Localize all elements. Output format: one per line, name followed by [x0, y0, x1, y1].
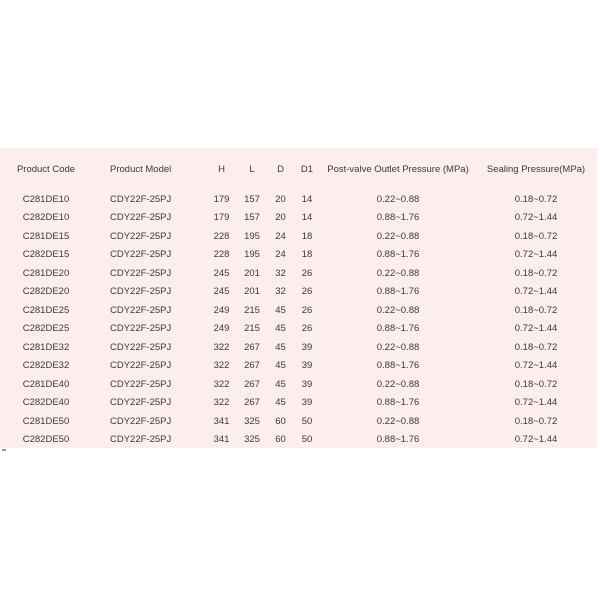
header-h: H — [218, 163, 225, 175]
cell-d1: 50 — [301, 434, 313, 446]
cell-d: 45 — [275, 304, 286, 316]
spec-table-body — [0, 190, 597, 449]
cell-h: 228 — [213, 249, 230, 261]
cell-d1: 50 — [301, 415, 313, 427]
cell-product-model: CDY22F-25PJ — [110, 341, 172, 353]
cell-h: 322 — [213, 360, 230, 372]
cell-h: 341 — [213, 434, 230, 446]
header-l: L — [249, 163, 255, 175]
cell-post-valve-pressure: 0.88~1.76 — [376, 249, 420, 261]
cell-product-model: CDY22F-25PJ — [110, 249, 172, 261]
cell-post-valve-pressure: 0.22~0.88 — [376, 193, 420, 205]
cell-product-code: C282DE10 — [22, 212, 70, 224]
cell-d1: 39 — [301, 360, 313, 372]
table-row — [0, 264, 597, 283]
cell-post-valve-pressure: 0.88~1.76 — [376, 286, 420, 298]
cell-h: 179 — [213, 193, 230, 205]
cell-h: 322 — [213, 378, 230, 390]
cell-h: 179 — [213, 212, 230, 224]
cell-product-code: C281DE50 — [22, 415, 70, 427]
cell-sealing-pressure: 0.18~0.72 — [514, 230, 558, 242]
table-row — [0, 190, 597, 209]
cell-d: 20 — [275, 193, 286, 205]
table-row — [0, 320, 597, 339]
cell-d1: 18 — [301, 249, 313, 261]
cell-post-valve-pressure: 0.88~1.76 — [376, 397, 420, 409]
cell-d: 24 — [275, 249, 286, 261]
cell-sealing-pressure: 0.18~0.72 — [514, 304, 558, 316]
spec-table-header — [0, 148, 597, 190]
cell-product-model: CDY22F-25PJ — [110, 286, 172, 298]
cell-post-valve-pressure: 0.88~1.76 — [376, 360, 420, 372]
cell-post-valve-pressure: 0.88~1.76 — [376, 323, 420, 335]
cell-sealing-pressure: 0.18~0.72 — [514, 267, 558, 279]
header-product-code: Product Code — [16, 163, 76, 175]
cell-sealing-pressure: 0.72~1.44 — [514, 360, 558, 372]
cell-post-valve-pressure: 0.22~0.88 — [376, 304, 420, 316]
header-product-model: Product Model — [110, 163, 172, 175]
cell-d1: 26 — [301, 304, 313, 316]
table-row — [0, 209, 597, 228]
table-row — [0, 357, 597, 376]
cell-d: 45 — [275, 323, 286, 335]
cell-product-code: C281DE32 — [22, 341, 70, 353]
cell-d1: 39 — [301, 341, 313, 353]
cell-sealing-pressure: 0.72~1.44 — [514, 286, 558, 298]
cell-d: 20 — [275, 212, 286, 224]
table-row — [0, 375, 597, 394]
cell-product-model: CDY22F-25PJ — [110, 434, 172, 446]
cell-post-valve-pressure: 0.22~0.88 — [376, 230, 420, 242]
cell-h: 249 — [213, 323, 230, 335]
cell-product-model: CDY22F-25PJ — [110, 415, 172, 427]
cell-product-code: C282DE25 — [22, 323, 70, 335]
cell-d1: 26 — [301, 286, 313, 298]
cell-sealing-pressure: 0.18~0.72 — [514, 193, 558, 205]
cell-post-valve-pressure: 0.22~0.88 — [376, 378, 420, 390]
spec-table-panel — [0, 148, 597, 448]
cell-sealing-pressure: 0.18~0.72 — [514, 341, 558, 353]
cell-l: 201 — [244, 286, 260, 298]
cell-product-model: CDY22F-25PJ — [110, 304, 172, 316]
cell-sealing-pressure: 0.18~0.72 — [514, 378, 558, 390]
header-d1: D1 — [300, 163, 314, 175]
cell-product-code: C282DE40 — [22, 397, 70, 409]
cell-product-model: CDY22F-25PJ — [110, 267, 172, 279]
cell-d1: 39 — [301, 378, 313, 390]
edge-marker — [2, 449, 6, 451]
cell-product-model: CDY22F-25PJ — [110, 397, 172, 409]
table-row — [0, 412, 597, 431]
cell-sealing-pressure: 0.72~1.44 — [514, 434, 558, 446]
cell-l: 201 — [244, 267, 260, 279]
cell-post-valve-pressure: 0.22~0.88 — [376, 415, 420, 427]
table-row — [0, 431, 597, 450]
table-row — [0, 283, 597, 302]
cell-l: 215 — [244, 323, 260, 335]
cell-h: 322 — [213, 397, 230, 409]
cell-h: 322 — [213, 341, 230, 353]
cell-post-valve-pressure: 0.88~1.76 — [376, 212, 420, 224]
header-post-valve-pressure: Post-valve Outlet Pressure (MPa) — [327, 163, 469, 175]
cell-d1: 14 — [301, 212, 313, 224]
cell-l: 267 — [244, 378, 260, 390]
header-d: D — [277, 163, 284, 175]
cell-product-model: CDY22F-25PJ — [110, 360, 172, 372]
cell-d: 24 — [275, 230, 286, 242]
cell-sealing-pressure: 0.72~1.44 — [514, 249, 558, 261]
cell-h: 245 — [213, 286, 230, 298]
cell-l: 195 — [244, 249, 260, 261]
cell-product-model: CDY22F-25PJ — [110, 378, 172, 390]
cell-product-code: C281DE15 — [22, 230, 70, 242]
table-row — [0, 338, 597, 357]
cell-l: 157 — [244, 212, 260, 224]
cell-d: 32 — [275, 267, 286, 279]
cell-sealing-pressure: 0.72~1.44 — [514, 323, 558, 335]
cell-product-code: C282DE15 — [22, 249, 70, 261]
cell-d: 45 — [275, 360, 286, 372]
cell-h: 341 — [213, 415, 230, 427]
cell-h: 245 — [213, 267, 230, 279]
cell-l: 325 — [244, 434, 260, 446]
table-row — [0, 394, 597, 413]
spec-table — [0, 148, 597, 449]
cell-post-valve-pressure: 0.22~0.88 — [376, 341, 420, 353]
cell-d1: 39 — [301, 397, 313, 409]
cell-d1: 26 — [301, 267, 313, 279]
table-row — [0, 301, 597, 320]
cell-l: 157 — [244, 193, 260, 205]
cell-d: 60 — [275, 415, 286, 427]
cell-l: 267 — [244, 341, 260, 353]
cell-product-code: C282DE32 — [22, 360, 70, 372]
cell-product-code: C282DE50 — [22, 434, 70, 446]
cell-h: 228 — [213, 230, 230, 242]
cell-l: 267 — [244, 360, 260, 372]
header-sealing-pressure: Sealing Pressure(MPa) — [486, 163, 586, 175]
table-row — [0, 227, 597, 246]
cell-post-valve-pressure: 0.22~0.88 — [376, 267, 420, 279]
cell-product-code: C281DE10 — [22, 193, 70, 205]
cell-l: 325 — [244, 415, 260, 427]
cell-d: 60 — [275, 434, 286, 446]
cell-d1: 18 — [301, 230, 313, 242]
cell-d1: 14 — [301, 193, 313, 205]
cell-l: 267 — [244, 397, 260, 409]
cell-sealing-pressure: 0.18~0.72 — [514, 415, 558, 427]
header-row — [0, 148, 597, 190]
cell-product-code: C281DE40 — [22, 378, 70, 390]
cell-product-model: CDY22F-25PJ — [110, 212, 172, 224]
cell-product-code: C281DE25 — [22, 304, 70, 316]
cell-sealing-pressure: 0.72~1.44 — [514, 397, 558, 409]
cell-post-valve-pressure: 0.88~1.76 — [376, 434, 420, 446]
cell-l: 195 — [244, 230, 260, 242]
cell-d: 45 — [275, 378, 286, 390]
cell-product-code: C281DE20 — [22, 267, 70, 279]
cell-l: 215 — [244, 304, 260, 316]
cell-product-code: C282DE20 — [22, 286, 70, 298]
cell-product-model: CDY22F-25PJ — [110, 193, 172, 205]
cell-d1: 26 — [301, 323, 313, 335]
cell-h: 249 — [213, 304, 230, 316]
cell-d: 45 — [275, 341, 286, 353]
cell-product-model: CDY22F-25PJ — [110, 323, 172, 335]
cell-d: 32 — [275, 286, 286, 298]
cell-sealing-pressure: 0.72~1.44 — [514, 212, 558, 224]
table-row — [0, 246, 597, 265]
cell-d: 45 — [275, 397, 286, 409]
cell-product-model: CDY22F-25PJ — [110, 230, 172, 242]
